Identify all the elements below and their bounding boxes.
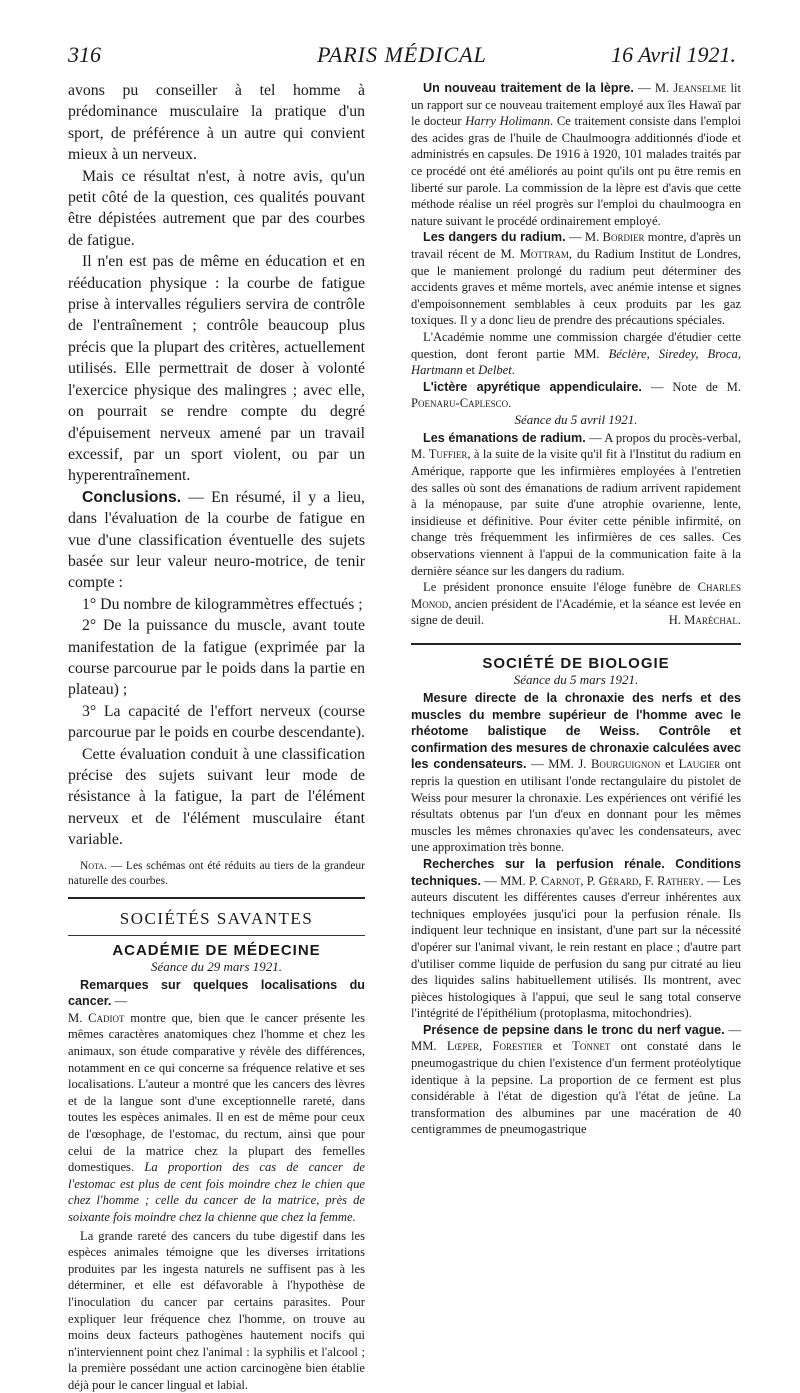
paragraph: Mais ce résultat n'est, à notre avis, qu'un petit côté de la question, ces qualités pouvant être dépistées autrement que par des courbes de fatigue. [68,167,365,249]
article-title: Les dangers du radium. [423,230,566,245]
session-date: Séance du 5 mars 1921. [513,672,639,687]
author-name: Poenaru-Caplesco [411,396,509,411]
article-paragraph [68,1010,365,1226]
article-italic: La proportion des cas de cancer de l'estomac est plus de cent fois moindre chez le chien que chez l'homme ; celle du cancer de la matrice, près de soixante fois moindre chez la chienne que chez la femme. [68,1160,365,1224]
author-name: Laugier [678,757,721,772]
article-paragraph [411,329,741,379]
section-divider [68,935,365,936]
period: . [508,396,512,411]
dash: — MM. [526,757,579,772]
conjunction: et [542,1039,573,1054]
author-name: P. Carnot, P. Gérard, F. Rathery [528,873,701,888]
article-text: . Ce traitement consiste dans l'emploi des acides gras de l'huile de Chaulmoogra additionnés d'iode et administrés en capsules. De 1916 à 1920, 101 malades traités par ce procédé ont été améliorés au point qu'ils ont pu être remis en liberté sur parole. La commission de la lèpre est d'avis que cette méthode réalise un réel progrès sur l'emploi du chaulmoogra en nature suivant le procédé ordinairement employé. [411,114,741,228]
journal-title: PARIS MÉDICAL [317,42,487,67]
article-paragraph [411,1022,741,1138]
article-paragraph: Un nouveau traitement de la lèpre. — M. Jeanselme lit un rapport sur ce nouveau traitement employé aux îles Hawaï par le docteur Harry Holimann. Ce traitement consiste dans l'emploi des acides gras de l'huile de Chaulmoogra additionnés d'iode et administrés en capsules. De 1916 à 1920, 101 malades traités par ce procédé ont été améliorés au point qu'ils ont pu être remis en liberté sur parole. La commission de la lèpre est d'avis que cette méthode réalise un réel progrès sur l'emploi du chaulmoogra en nature suivant le procédé ordinairement employé. [411,81,742,228]
paragraph: Il n'en est pas de même en éducation et en rééducation physique : la courbe de fatigue prise à intervalles réguliers servira de contrôle de l'entraînement ; contrôle beaucoup plus précis que la plupart des critères, actuellement utilisés. Elle permettrait de doser à volonté l'exercice physique des malingres ; avec elle, on pourrait se rendre compte du degré d'épuisement nerveux amené par un travail excessif, par un sport violent, ou par un hyperentraînement. [68,253,365,485]
paragraph: avons pu conseiller à tel homme à prédominance musculaire la pratique d'un sport, de préférence à un autre qui convient mieux à un nerveux. [68,82,365,164]
section-divider [411,643,741,645]
article-title: Mesure directe de la chronaxie des nerfs et des muscles du membre supérieur de l'homme avec le rhéotome balistique de Weiss. Contrôle et confirmation des mesures de chronaxie calculées avec les condensateurs. [411,691,741,772]
article-title: Remarques sur quelques localisations du cancer. [68,977,365,1009]
list-item: 1° Du nombre de kilogrammètres effectués ; [82,595,363,613]
article-text: L'Académie nomme une commission chargée d'étudier cette question, dont feront partie MM. [411,329,741,361]
article-paragraph [411,856,741,1022]
issue-date: 16 Avril 1921. [611,42,736,67]
author-name: M. Cadiot [68,1010,125,1025]
dash: — MM. [480,873,529,888]
society-heading: SOCIÉTÉ DE BIOLOGIE [482,655,670,672]
author-name: J. Bourguignon [578,757,661,772]
article-title: Recherches sur la perfusion rénale. Conditions techniques. [411,856,741,888]
section-heading: SOCIÉTÉS SAVANTES [119,908,314,928]
person-name: Delbet [478,363,512,378]
page-header [68,42,736,70]
article-text: , du Radium Institut de Londres, que le maniement prolongé du radium peut déterminer des accidents graves et même mortels, avec anémie intense et signes d'empoisonnement semblables à ceux produits par les gaz toxiques. Il y a donc lieu de prendre des précautions spéciales. [411,246,741,328]
article-title: Un nouveau traitement de la lèpre. [423,81,634,95]
article-text: montre que, bien que le cancer présente les mêmes caractères anatomiques chez l'homme et chez les animaux, son étude comparative y révèle des différences, notamment en ce qui concerne sa fréquence relative et ses localisations. L'auteur a montré que les cancers des lèvres et de la langue sont d'une exceptionnelle rareté, dans toutes les espèces animales. Il en est de même pour ceux de l'œsophage, de l'estomac, du rectum, ainsi que pour celui de la matrice chez la plupart des femelles domestiques. [68,1010,365,1175]
person-names: Béclère, Siredey, Broca, Hartmann [411,346,741,378]
society-heading: ACADÉMIE DE MÉDECINE [112,941,321,959]
article-text: — A propos du procès-verbal, M. [411,430,742,462]
signature: H. Maréchal. [668,613,741,628]
left-column [68,80,365,1392]
article-text: ont constaté dans le pneumogastrique du chien l'existence d'un ferment protéolytique identique à la pepsine. La proportion de ce ferment est plus considérable à l'état de digestion qu'à l'état de jeûne. La transformation des albumines par une macération de 40 centigrammes de pneumogastrique [411,1039,741,1137]
list-item: 3° La capacité de l'effort nerveux (course parcourue par le poids en courbe descendante). [68,702,365,742]
article-paragraph [411,579,741,629]
conclusions-text: — En résumé, il y a lieu, dans l'évaluation de la courbe de fatigue en vue d'une classification éventuelle des sujets basée sur leur valeur neuro-motrice, de tenir compte : [68,488,365,592]
article-paragraph [411,690,741,856]
conclusions-label: Conclusions. [82,488,182,506]
person-name: M. Mottram [500,246,569,261]
article-text: ont repris la question en utilisant l'onde rectangulaire du pistolet de Weiss pour mesurer la chronaxie. Les expériences ont vérifié les résultats obtenus par l'un d'eux en donnant pour les mêmes muscles les mêmes chronaxies qu'avec les condensateurs, avec une approximation très bonne. [411,757,741,855]
conclusions-paragraph [68,487,365,594]
conjunction: et [462,363,479,378]
note-label: Nota. [80,859,107,872]
footnote [68,859,365,889]
article-text: , ancien président de l'Académie, et la séance est levée en signe de deuil. [411,596,741,628]
right-column [411,80,742,1137]
article-text: . — Les auteurs discutent les différentes causes d'erreur inhérentes aux techniques employées jusqu'ici pour la perfusion rénale. Ils indiquent leur technique en insistant, d'une part sur la nécessité d'opérer sur l'animal vivant, le rein restant en place ; d'autre part d'utiliser comme liquide de perfusion du sang pur citraté au lieu des liquides salins habituellement utilisés. Ils montrent, avec pièces histologiques à l'appui, que seul le sang total conserve l'intégrité de l'épithélium (protoplasma, mitochondries). [411,873,741,1021]
article-text: — Note de M. [641,379,741,394]
author-name: Lœper, Forestier [446,1039,543,1054]
article-title: L'ictère apyrétique appendiculaire. [423,379,642,394]
article-title: Les émanations de radium. [423,430,586,445]
section-divider [68,897,365,899]
session-date: Séance du 29 mars 1921. [150,958,283,974]
person-name: Charles Monod [411,580,741,611]
period: . [511,363,515,378]
article-paragraph: La grande rareté des cancers du tube digestif dans les espèces animales témoigne que les diverses irritations produites par les ingesta naturels ne suffisent pas à les déterminer, et elle est défavorable à l'hypothèse de l'inoculation du cancer par certains parasites. Pour expliquer leur fréquence chez l'homme, on trouve au moins deux facteurs pathogènes hautement nocifs qui n'interviennent point chez l'animal : la syphilis et l'alcool ; la première possédant une action carcinogène bien établie déjà pour le cancer lingual et labial. [68,1228,365,1392]
article-paragraph [68,977,365,1010]
article-paragraph [411,430,741,579]
conjunction: et [660,757,679,772]
article-text: Le président prononce ensuite l'éloge funèbre de [423,580,698,595]
dash: — [111,994,128,1009]
article-paragraph: Les dangers du radium. — M. Bordier montre, d'après un travail récent de M. Mottram, du Radium Institut de Londres, que le maniement prolongé du radium peut déterminer des accidents graves et même mortels, avec anémie intense et signes d'empoisonnement semblables à ceux produits par les gaz toxiques. Il y a donc lieu de prendre des précautions spéciales. [411,230,741,328]
author-name: M. Jeanselme [654,81,727,95]
author-name: Tonnet [572,1039,611,1054]
list-item: 2° De la puissance du muscle, avant toute manifestation de la fatigue (exprimée par la course parcourue par le poids dans la partie en plateau) ; [68,617,365,699]
person-name: Harry Holimann [465,114,551,129]
session-date: Séance du 5 avril 1921. [514,411,638,427]
dash: — MM. [411,1022,741,1054]
paragraph: Cette évaluation conduit à une classification précise des sujets suivant leur mode de résistance à la fatigue, la part de l'élément nerveux et de l'élément musculaire étant variable. [68,745,365,849]
author-name: Tuffier [428,447,468,462]
note-text: — Les schémas ont été réduits au tiers de la grandeur naturelle des courbes. [68,859,365,887]
page-number: 316 [68,42,101,67]
article-title: Présence de pepsine dans le tronc du nerf vague. [423,1022,725,1037]
article-text: montre, d'après un travail récent de [411,230,741,261]
article-paragraph [411,379,741,412]
article-text: , à la suite de la visite qu'il fit à l'Institut du radium en Amérique, rapporte que les infirmières employées à l'entretien des salles où sont des émanations de radium arrivent rapidement à la ménopause, par suite d'une atrophie ovarienne, lente, insidieuse et définitive. Pour éviter cette pénible infirmité, on change très fréquemment les infirmières de ces salles. Ces observations viennent à l'appui de la communication faite à la dernière séance sur les dangers du radium. [411,447,741,578]
article-text: lit un rapport sur ce nouveau traitement employé aux îles Hawaï par le docteur [411,81,742,129]
author-name: M. Bordier [584,230,645,245]
